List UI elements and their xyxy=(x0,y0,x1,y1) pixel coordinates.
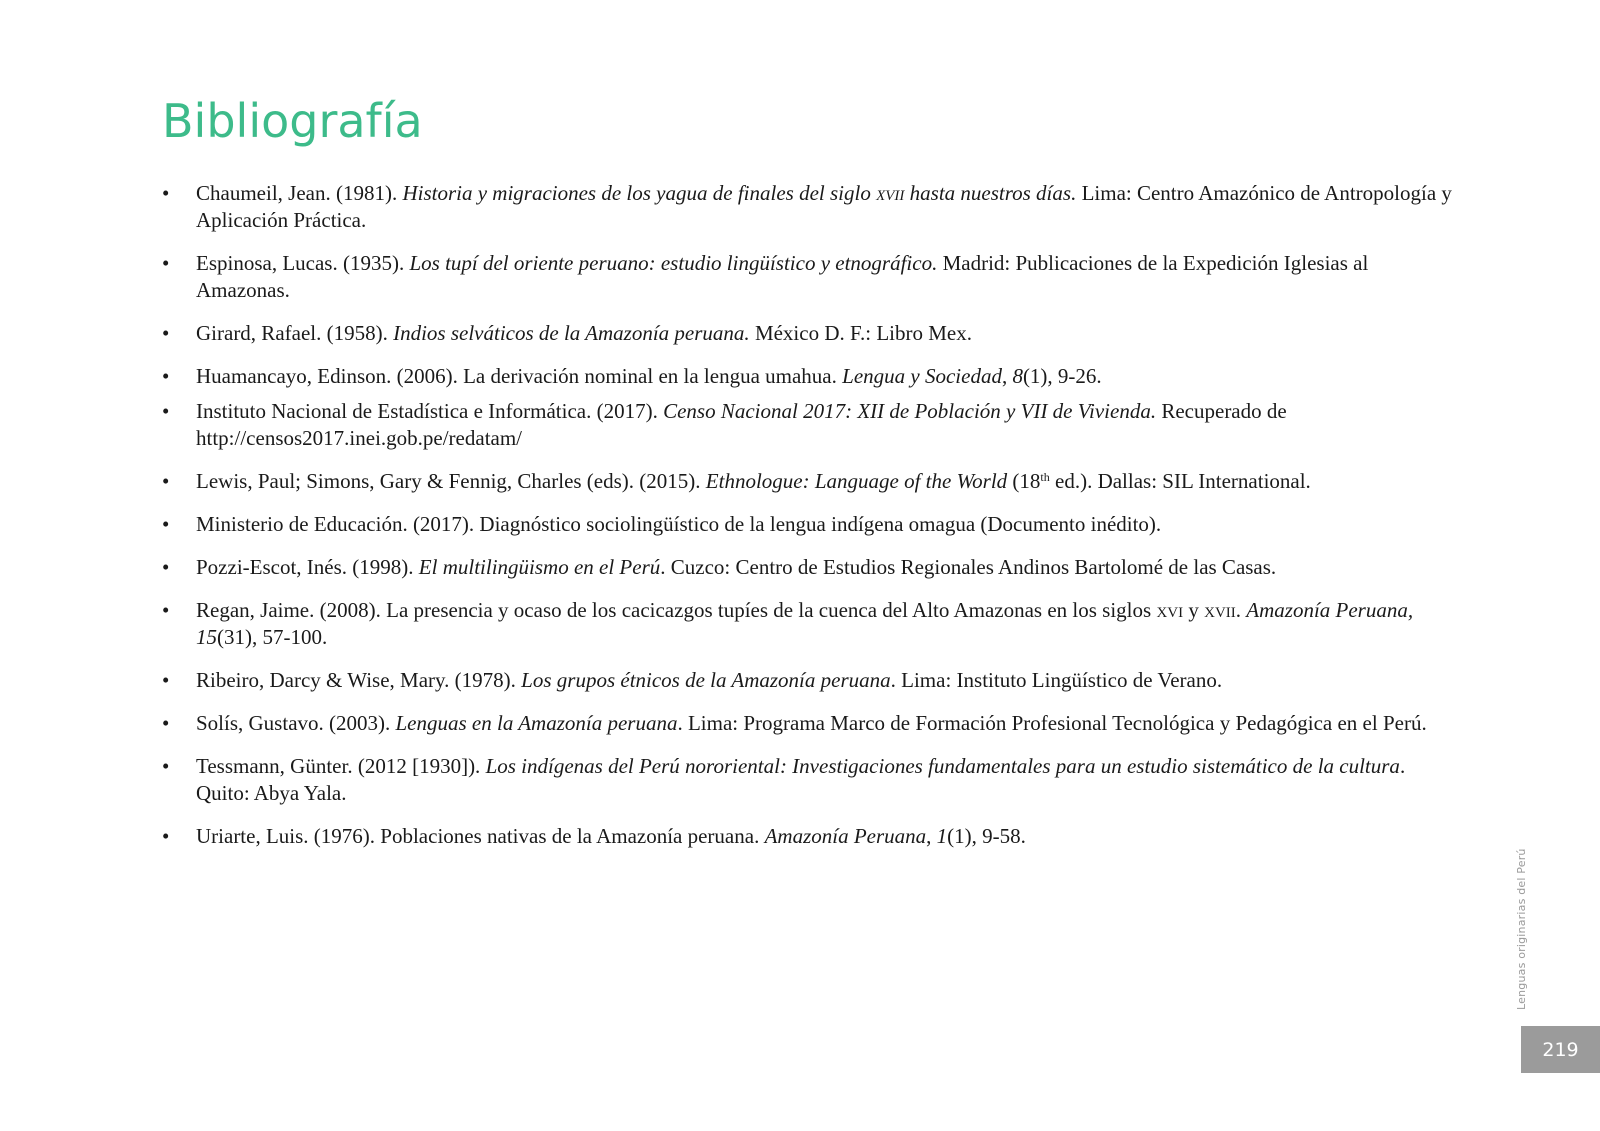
entry-pages: (1), 9-26. xyxy=(1022,364,1102,388)
entry-journal: Amazonía Peruana xyxy=(764,824,927,848)
entry-title: El multilingüismo en el Perú xyxy=(418,555,661,579)
entry-author-year: Espinosa, Lucas. (1935). xyxy=(196,251,410,275)
entry-author-year: Chaumeil, Jean. (1981). xyxy=(196,181,403,205)
entry-author-year: Solís, Gustavo. (2003). xyxy=(196,711,396,735)
running-footer-label: Lenguas originarias del Perú xyxy=(1515,848,1528,1010)
page-number-box xyxy=(1521,1026,1600,1073)
entry-pages: (1), 9-58. xyxy=(947,824,1026,848)
entry-author-year: Instituto Nacional de Estadística e Informática. (2017). xyxy=(196,399,664,423)
ordinal-suffix: th xyxy=(1040,470,1050,484)
entry-title: Los grupos étnicos de la Amazonía peruana xyxy=(521,668,891,692)
bibliography-entry xyxy=(162,180,1462,234)
bullet-icon: • xyxy=(162,321,170,345)
entry-text: Ministerio de Educación. (2017). Diagnóstico sociolingüístico de la lengua indígena omagua (Documento inédito). xyxy=(196,512,1162,536)
entry-author-year: Ribeiro, Darcy & Wise, Mary. (1978). xyxy=(196,668,522,692)
entry-title: Los indígenas del Perú nororiental: Investigaciones fundamentales para un estudio sistemático de la cultura xyxy=(485,754,1400,778)
page-title: Bibliografía xyxy=(162,94,423,148)
bullet-icon: • xyxy=(162,251,170,275)
bullet-icon: • xyxy=(162,824,170,848)
bullet-icon: • xyxy=(162,555,170,579)
bibliography-entry xyxy=(162,710,1462,737)
entry-author-year: Uriarte, Luis. (1976). Poblaciones nativas de la Amazonía peruana. xyxy=(196,824,765,848)
entry-publication: . Lima: Programa Marco de Formación Profesional Tecnológica y Pedagógica en el Perú. xyxy=(677,711,1427,735)
bullet-icon: • xyxy=(162,668,170,692)
entry-author-year: Pozzi-Escot, Inés. (1998). xyxy=(196,555,419,579)
entry-author-year: Lewis, Paul; Simons, Gary & Fennig, Charles (eds). (2015). xyxy=(196,469,706,493)
entry-journal: Lengua y Sociedad xyxy=(842,364,1002,388)
bibliography-entry xyxy=(162,554,1462,581)
bullet-icon: • xyxy=(162,399,170,423)
entry-title: Los tupí del oriente peruano: estudio lingüístico y etnográfico. xyxy=(409,251,938,275)
page-number: 219 xyxy=(1542,1038,1579,1061)
bibliography-entry: • Regan, Jaime. (2008). La presencia y ocaso de los cacicazgos tupíes de la cuenca del Alto Amazonas en los siglos xvi y xvii. Amazonía Peruana, 15(31), 57-100. xyxy=(162,598,1414,649)
entry-title: Lenguas en la Amazonía peruana xyxy=(395,711,678,735)
entry-volume: 8 xyxy=(1012,364,1023,388)
bibliography-entry xyxy=(162,250,1462,304)
entry-publication: ed.). Dallas: SIL International. xyxy=(1049,469,1311,493)
bullet-icon: • xyxy=(162,181,170,205)
entry-publication: Recuperado de http://censos2017.inei.gob.pe/redatam/ xyxy=(196,399,1287,450)
bullet-icon: • xyxy=(162,512,170,536)
entry-journal: Amazonía Peruana, 15 xyxy=(196,598,1414,649)
entry-author-year: Girard, Rafael. (1958). xyxy=(196,321,394,345)
bibliography-entry xyxy=(162,753,1462,807)
bibliography-entry: • Uriarte, Luis. (1976). Poblaciones nativas de la Amazonía peruana. Amazonía Peruana, 1(1), 9-58. xyxy=(162,824,1026,848)
entry-publication: . Cuzco: Centro de Estudios Regionales Andinos Bartolomé de las Casas. xyxy=(660,555,1277,579)
bullet-icon: • xyxy=(162,598,170,622)
bullet-icon: • xyxy=(162,364,170,388)
entry-title: Historia y migraciones de los yagua de finales del siglo xvii hasta nuestros días. xyxy=(402,181,1077,205)
entry-author-year: Tessmann, Günter. (2012 [1930]). xyxy=(196,754,486,778)
entry-publication: Lima: Centro Amazónico de Antropología y Aplicación Práctica. xyxy=(196,181,1452,232)
bibliography-entry: • Huamancayo, Edinson. (2006). La derivación nominal en la lengua umahua. Lengua y Sociedad, 8(1), 9-26. xyxy=(162,364,1102,388)
bullet-icon: • xyxy=(162,469,170,493)
entry-title: Indios selváticos de la Amazonía peruana. xyxy=(393,321,750,345)
entry-author-year: Huamancayo, Edinson. (2006). La derivación nominal en la lengua umahua. xyxy=(196,364,843,388)
entry-pages: (31), 57-100. xyxy=(217,625,328,649)
bibliography-entry: • Lewis, Paul; Simons, Gary & Fennig, Charles (eds). (2015). Ethnologue: Language of the World (18th ed.). Dallas: SIL International. xyxy=(162,469,1311,493)
entry-publication: . Lima: Instituto Lingüístico de Verano. xyxy=(890,668,1223,692)
entry-volume: 1 xyxy=(936,824,948,848)
entry-publication: Madrid: Publicaciones de la Expedición Iglesias al Amazonas. xyxy=(196,251,1369,302)
bibliography-list xyxy=(162,180,1462,866)
entry-publication: . Quito: Abya Yala. xyxy=(196,754,1406,805)
bibliography-entry xyxy=(162,398,1462,452)
entry-publication: México D. F.: Libro Mex. xyxy=(749,321,972,345)
bibliography-entry xyxy=(162,320,1462,347)
entry-title: Censo Nacional 2017: XII de Población y VII de Vivienda. xyxy=(663,399,1157,423)
bibliography-entry xyxy=(162,511,1462,538)
bibliography-entry xyxy=(162,667,1462,694)
entry-author-year: Regan, Jaime. (2008). La presencia y ocaso de los cacicazgos tupíes de la cuenca del Alto Amazonas en los siglos xyxy=(196,598,1157,622)
bullet-icon: • xyxy=(162,754,170,778)
bullet-icon: • xyxy=(162,711,170,735)
entry-title: Ethnologue: Language of the World xyxy=(705,469,1008,493)
